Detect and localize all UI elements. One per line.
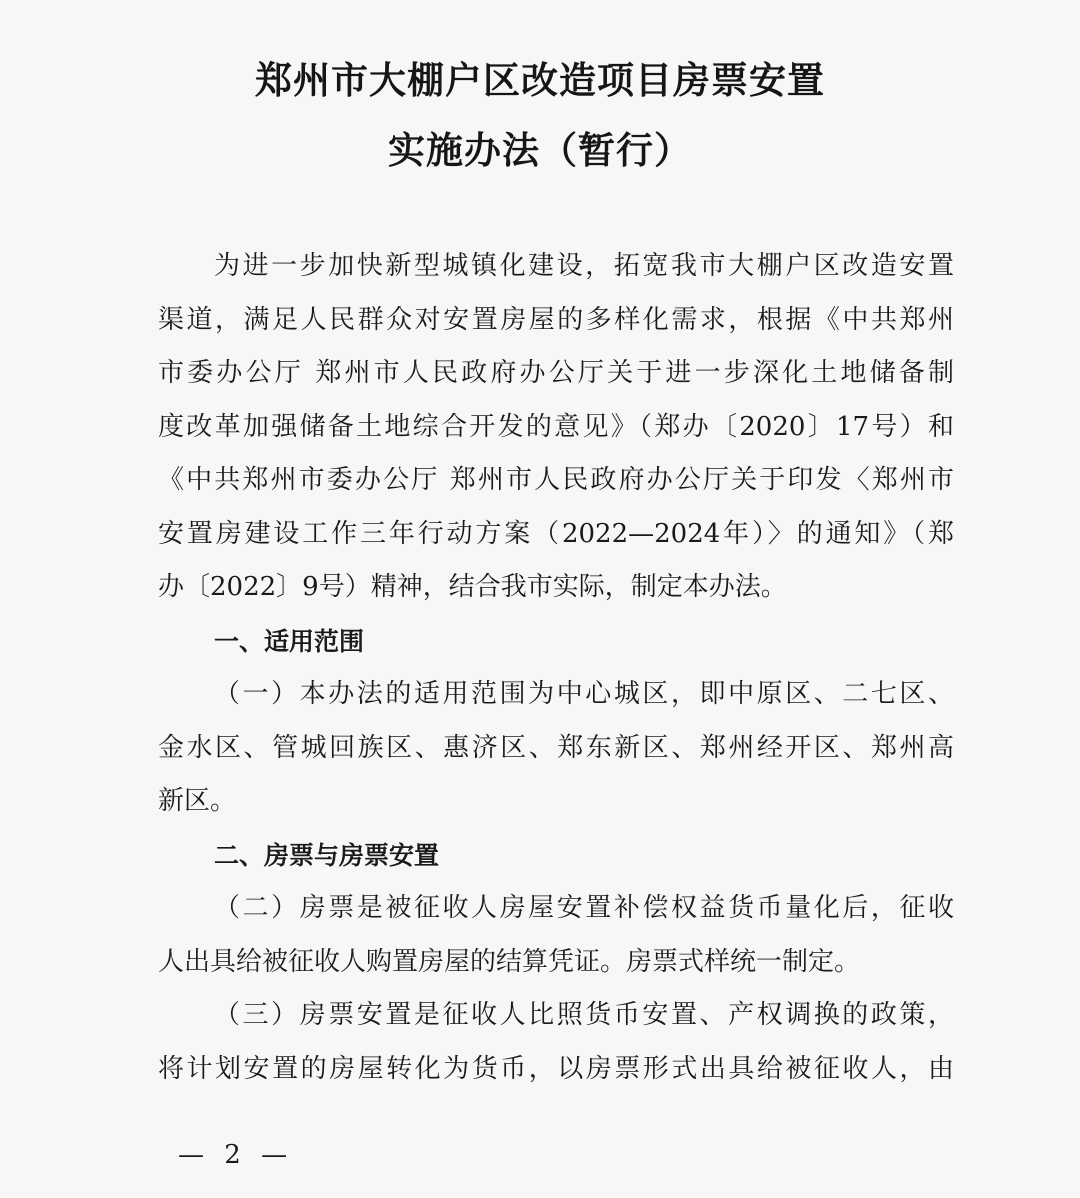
paragraph-line: 为进一步加快新型城镇化建设，拓宽我市大棚户区改造安置 (214, 251, 954, 281)
paragraph-line: 安置房建设工作三年行动方案（2022—2024年）〉的通知》（郑 (158, 518, 954, 549)
document-title-line-1: 郑州市大棚户区改造项目房票安置 (255, 59, 825, 102)
paragraph-line: （一）本办法的适用范围为中心城区，即中原区、二七区、 (214, 679, 954, 709)
page-number: — 2 — (178, 1140, 294, 1170)
paragraph-line: 度改革加强储备土地综合开发的意见》（郑办〔2020〕17号）和 (158, 411, 954, 442)
document-title-line-2: 实施办法（暂行） (388, 129, 692, 172)
section-heading: 一、适用范围 (214, 626, 365, 656)
paragraph-line: 金水区、管城回族区、惠济区、郑东新区、郑州经开区、郑州高 (158, 732, 954, 763)
paragraph-line: 人出具给被征收人购置房屋的结算凭证。房票式样统一制定。 (158, 946, 861, 977)
paragraph-line: （二）房票是被征收人房屋安置补偿权益货币量化后，征收 (214, 893, 954, 923)
section-heading: 二、房票与房票安置 (214, 840, 440, 870)
paragraph-line: 《中共郑州市委办公厅 郑州市人民政府办公厅关于印发〈郑州市 (158, 465, 954, 495)
paragraph-line: （三）房票安置是征收人比照货币安置、产权调换的政策， (214, 1000, 954, 1030)
paragraph-line: 渠道，满足人民群众对安置房屋的多样化需求，根据《中共郑州 (158, 304, 954, 335)
paragraph-line: 新区。 (158, 786, 237, 816)
document-body (158, 240, 954, 1096)
paragraph-line: 将计划安置的房屋转化为货币，以房票形式出具给被征收人，由 (158, 1053, 954, 1084)
paragraph-line: 办〔2022〕9号）精神，结合我市实际，制定本办法。 (158, 572, 787, 602)
paragraph-line: 市委办公厅 郑州市人民政府办公厅关于进一步深化土地储备制 (158, 358, 954, 388)
